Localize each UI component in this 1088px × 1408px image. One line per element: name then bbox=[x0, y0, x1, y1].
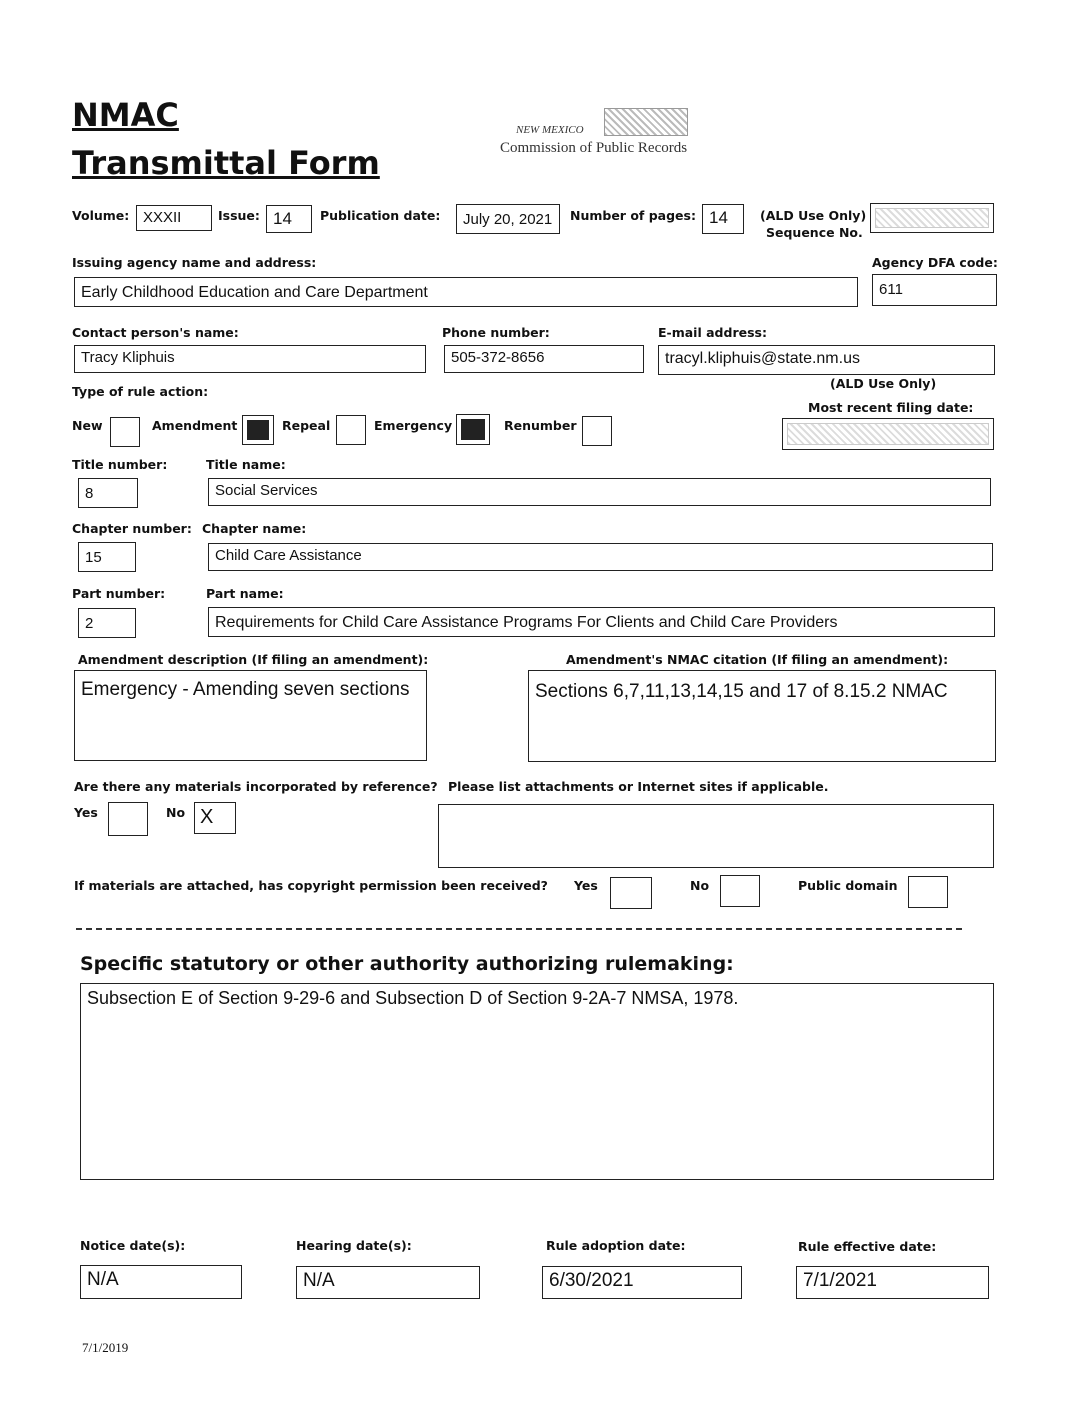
notice-dates-label: Notice date(s): bbox=[80, 1238, 186, 1253]
amendment-label: Amendment bbox=[152, 418, 238, 433]
public-domain-label: Public domain bbox=[798, 878, 898, 893]
seal-state: NEW MEXICO bbox=[516, 124, 584, 136]
chapter-number-label: Chapter number: bbox=[72, 521, 192, 536]
part-name-field[interactable]: Requirements for Child Care Assistance Programs For Clients and Child Care Providers bbox=[208, 607, 995, 637]
number-of-pages-field[interactable]: 14 bbox=[702, 204, 744, 234]
redacted-filing-date bbox=[787, 423, 989, 445]
form-title-transmittal: Transmittal Form bbox=[72, 144, 380, 182]
volume-field[interactable]: XXXII bbox=[136, 205, 212, 231]
rule-adoption-date-label: Rule adoption date: bbox=[546, 1238, 686, 1253]
amendment-description-label: Amendment description (If filing an amendment): bbox=[78, 652, 429, 667]
amendment-checkbox[interactable] bbox=[242, 415, 274, 445]
form-title-nmac: NMAC bbox=[72, 96, 179, 134]
title-number-field[interactable]: 8 bbox=[78, 478, 138, 508]
new-checkbox[interactable] bbox=[110, 417, 140, 447]
attachments-field[interactable] bbox=[438, 804, 994, 868]
rule-effective-date-field[interactable]: 7/1/2021 bbox=[796, 1266, 989, 1299]
copyright-question-label: If materials are attached, has copyright permission been received? bbox=[74, 878, 548, 893]
most-recent-filing-date-label: Most recent filing date: bbox=[808, 400, 974, 415]
authority-field[interactable]: Subsection E of Section 9-29-6 and Subsection D of Section 9-2A-7 NMSA, 1978. bbox=[80, 983, 994, 1180]
rule-adoption-date-field[interactable]: 6/30/2021 bbox=[542, 1266, 742, 1299]
chapter-name-label: Chapter name: bbox=[202, 521, 307, 536]
materials-no-label: No bbox=[166, 805, 186, 820]
sequence-no-field[interactable] bbox=[870, 203, 994, 233]
repeal-checkbox[interactable] bbox=[336, 415, 366, 445]
emergency-label: Emergency bbox=[374, 418, 453, 433]
ald-use-only-label: (ALD Use Only) bbox=[760, 208, 867, 223]
hearing-dates-label: Hearing date(s): bbox=[296, 1238, 412, 1253]
hearing-dates-field[interactable]: N/A bbox=[296, 1266, 480, 1299]
contact-person-label: Contact person's name: bbox=[72, 325, 239, 340]
materials-yes-checkbox[interactable] bbox=[108, 802, 148, 836]
seal-commission: Commission of Public Records bbox=[500, 140, 688, 156]
issue-field[interactable]: 14 bbox=[266, 205, 312, 233]
form-revision-date: 7/1/2019 bbox=[82, 1340, 129, 1355]
most-recent-filing-date-field[interactable] bbox=[782, 418, 994, 450]
seal-logo-icon bbox=[604, 108, 688, 136]
amendment-citation-field[interactable]: Sections 6,7,11,13,14,15 and 17 of 8.15.2 NMAC bbox=[528, 670, 996, 762]
renumber-checkbox[interactable] bbox=[582, 416, 612, 446]
chapter-number-field[interactable]: 15 bbox=[78, 542, 136, 572]
public-domain-checkbox[interactable] bbox=[908, 876, 948, 908]
part-name-label: Part name: bbox=[206, 586, 284, 601]
publication-date-field[interactable]: July 20, 2021 bbox=[456, 204, 560, 234]
new-label: New bbox=[72, 418, 103, 433]
email-address-label: E-mail address: bbox=[658, 325, 767, 340]
title-number-label: Title number: bbox=[72, 457, 168, 472]
copyright-no-label: No bbox=[690, 878, 710, 893]
agency-dfa-code-label: Agency DFA code: bbox=[872, 255, 998, 270]
amendment-citation-label: Amendment's NMAC citation (If filing an amendment): bbox=[566, 652, 949, 667]
attachments-label: Please list attachments or Internet sites if applicable. bbox=[448, 779, 829, 794]
copyright-no-checkbox[interactable] bbox=[720, 875, 760, 907]
amendment-description-field[interactable]: Emergency - Amending seven sections bbox=[74, 670, 427, 761]
materials-no-checkbox[interactable]: X bbox=[194, 802, 236, 834]
repeal-label: Repeal bbox=[282, 418, 331, 433]
title-name-field[interactable]: Social Services bbox=[208, 478, 991, 506]
number-of-pages-label: Number of pages: bbox=[570, 208, 696, 223]
sequence-no-label: Sequence No. bbox=[766, 225, 863, 240]
redacted-sequence bbox=[875, 208, 989, 228]
chapter-name-field[interactable]: Child Care Assistance bbox=[208, 543, 993, 571]
ald-use-only-2-label: (ALD Use Only) bbox=[830, 376, 937, 391]
contact-person-field[interactable]: Tracy Kliphuis bbox=[74, 345, 426, 373]
email-address-field[interactable]: tracyl.kliphuis@state.nm.us bbox=[658, 345, 995, 375]
type-of-rule-action-label: Type of rule action: bbox=[72, 384, 209, 399]
part-number-label: Part number: bbox=[72, 586, 166, 601]
materials-yes-label: Yes bbox=[74, 805, 98, 820]
issue-label: Issue: bbox=[218, 208, 260, 223]
copyright-yes-checkbox[interactable] bbox=[610, 877, 652, 909]
authority-heading: Specific statutory or other authority authorizing rulemaking: bbox=[80, 953, 734, 975]
phone-number-label: Phone number: bbox=[442, 325, 550, 340]
publication-date-label: Publication date: bbox=[320, 208, 441, 223]
copyright-yes-label: Yes bbox=[574, 878, 598, 893]
emergency-checkbox[interactable] bbox=[456, 414, 490, 445]
section-divider bbox=[76, 928, 962, 930]
agency-name-field[interactable]: Early Childhood Education and Care Department bbox=[74, 277, 858, 307]
part-number-field[interactable]: 2 bbox=[78, 608, 136, 638]
volume-label: Volume: bbox=[72, 208, 130, 223]
title-name-label: Title name: bbox=[206, 457, 286, 472]
issuing-agency-label: Issuing agency name and address: bbox=[72, 255, 317, 270]
renumber-label: Renumber bbox=[504, 418, 577, 433]
materials-incorporated-label: Are there any materials incorporated by reference? bbox=[74, 779, 438, 794]
rule-effective-date-label: Rule effective date: bbox=[798, 1239, 937, 1254]
agency-dfa-code-field[interactable]: 611 bbox=[872, 274, 997, 306]
notice-dates-field[interactable]: N/A bbox=[80, 1265, 242, 1299]
phone-number-field[interactable]: 505-372-8656 bbox=[444, 345, 644, 373]
